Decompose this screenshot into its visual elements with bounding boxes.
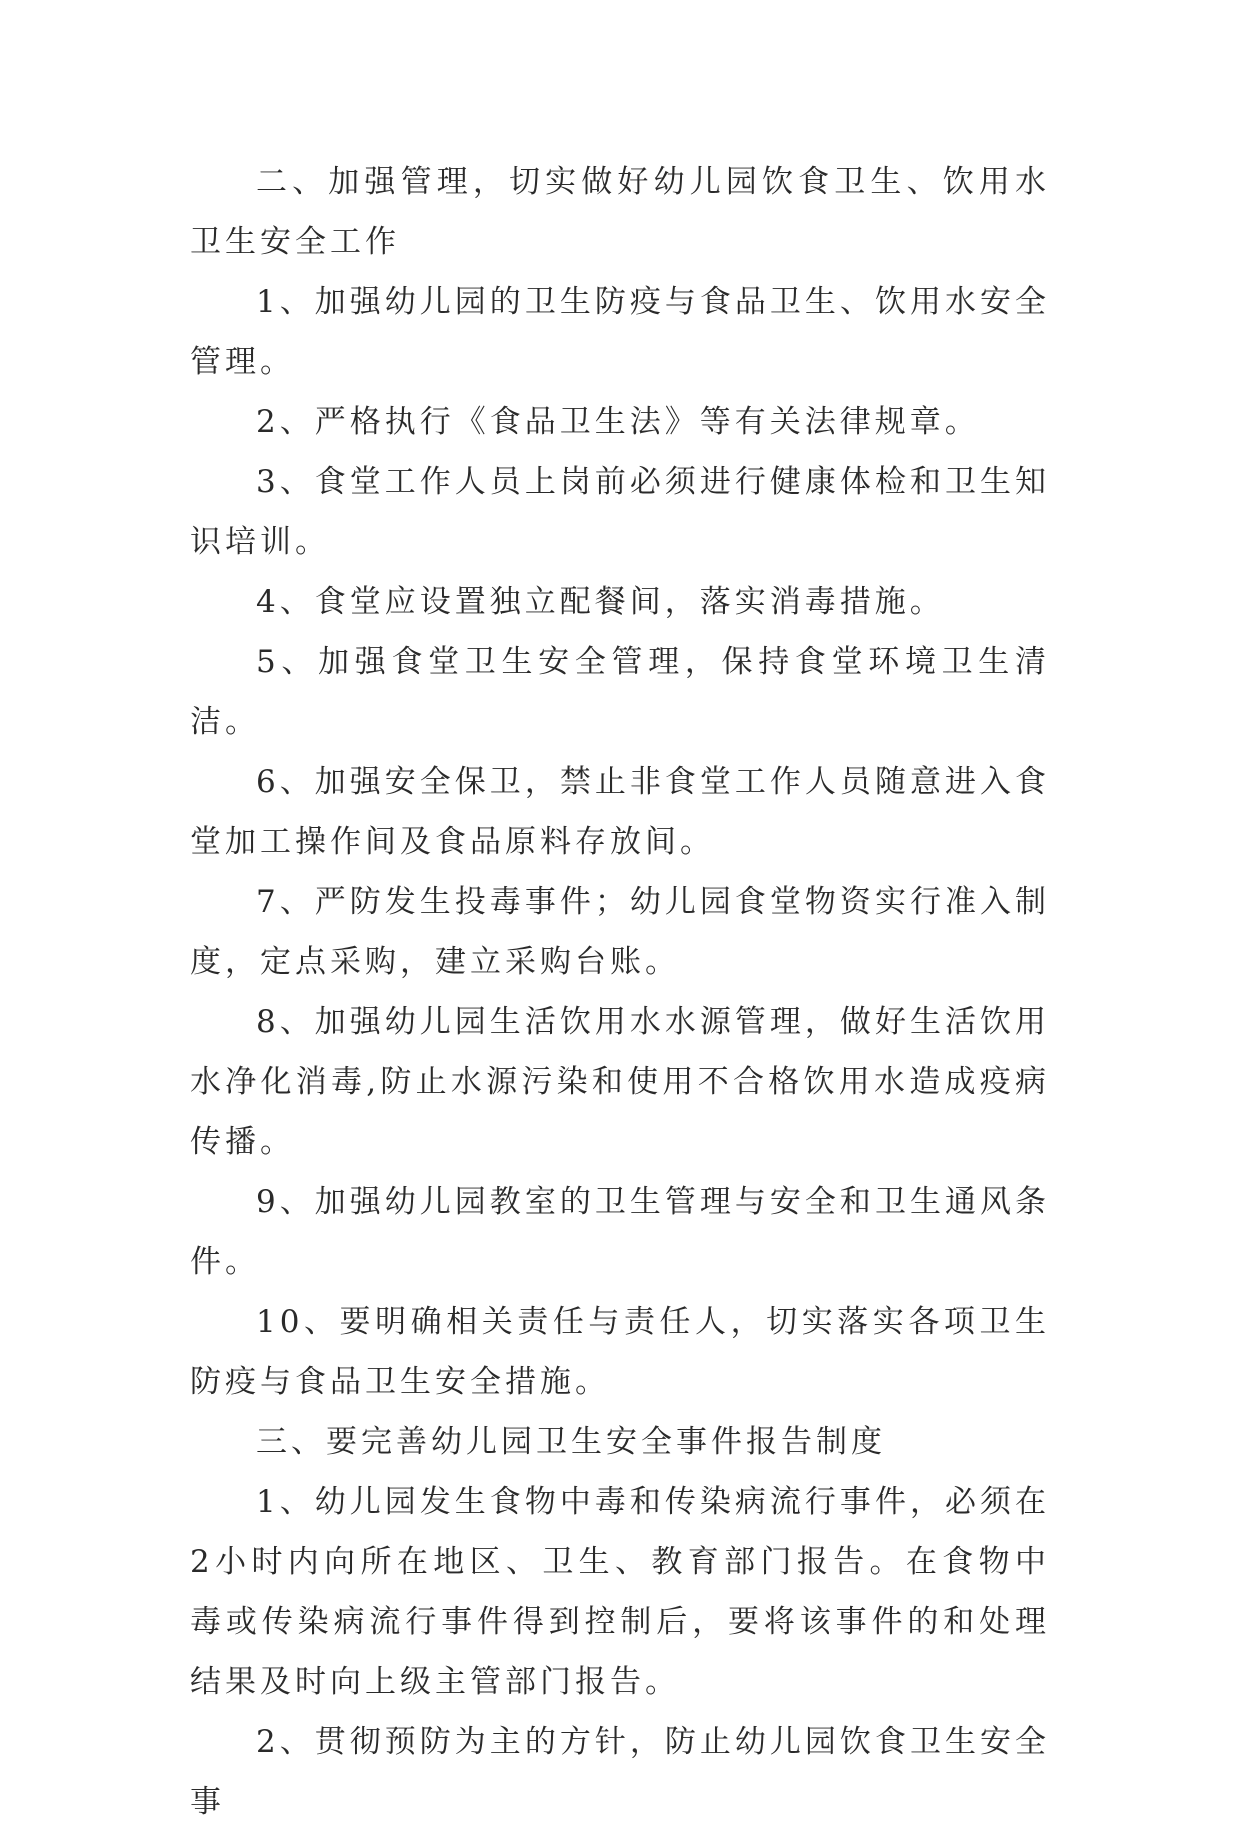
list-item: 8、加强幼儿园生活饮用水水源管理，做好生活饮用水净化消毒,防止水源污染和使用不合格饮用水造成疫病传播。 [190, 1004, 1050, 1160]
document-body [190, 152, 1050, 1832]
section-heading-3: 三、要完善幼儿园卫生安全事件报告制度 [256, 1424, 886, 1460]
list-item: 4、食堂应设置独立配餐间，落实消毒措施。 [256, 584, 945, 620]
list-item: 1、加强幼儿园的卫生防疫与食品卫生、饮用水安全管理。 [190, 284, 1050, 380]
list-item: 5、加强食堂卫生安全管理，保持食堂环境卫生清洁。 [190, 644, 1050, 740]
list-item: 9、加强幼儿园教室的卫生管理与安全和卫生通风条件。 [190, 1184, 1050, 1280]
list-item: 3、食堂工作人员上岗前必须进行健康体检和卫生知识培训。 [190, 464, 1050, 560]
section-heading-2: 二、加强管理，切实做好幼儿园饮食卫生、饮用水卫生安全工作 [190, 164, 1050, 260]
list-item: 10、要明确相关责任与责任人，切实落实各项卫生防疫与食品卫生安全措施。 [190, 1304, 1050, 1400]
list-item: 2、贯彻预防为主的方针，防止幼儿园饮食卫生安全事 [190, 1724, 1050, 1820]
list-item: 6、加强安全保卫，禁止非食堂工作人员随意进入食堂加工操作间及食品原料存放间。 [190, 764, 1050, 860]
list-item: 2、严格执行《食品卫生法》等有关法律规章。 [256, 404, 980, 440]
list-item: 7、严防发生投毒事件；幼儿园食堂物资实行准入制度，定点采购，建立采购台账。 [190, 884, 1050, 980]
list-item: 1、幼儿园发生食物中毒和传染病流行事件，必须在2小时内向所在地区、卫生、教育部门报告。在食物中毒或传染病流行事件得到控制后，要将该事件的和处理结果及时向上级主管部门报告。 [190, 1484, 1050, 1700]
